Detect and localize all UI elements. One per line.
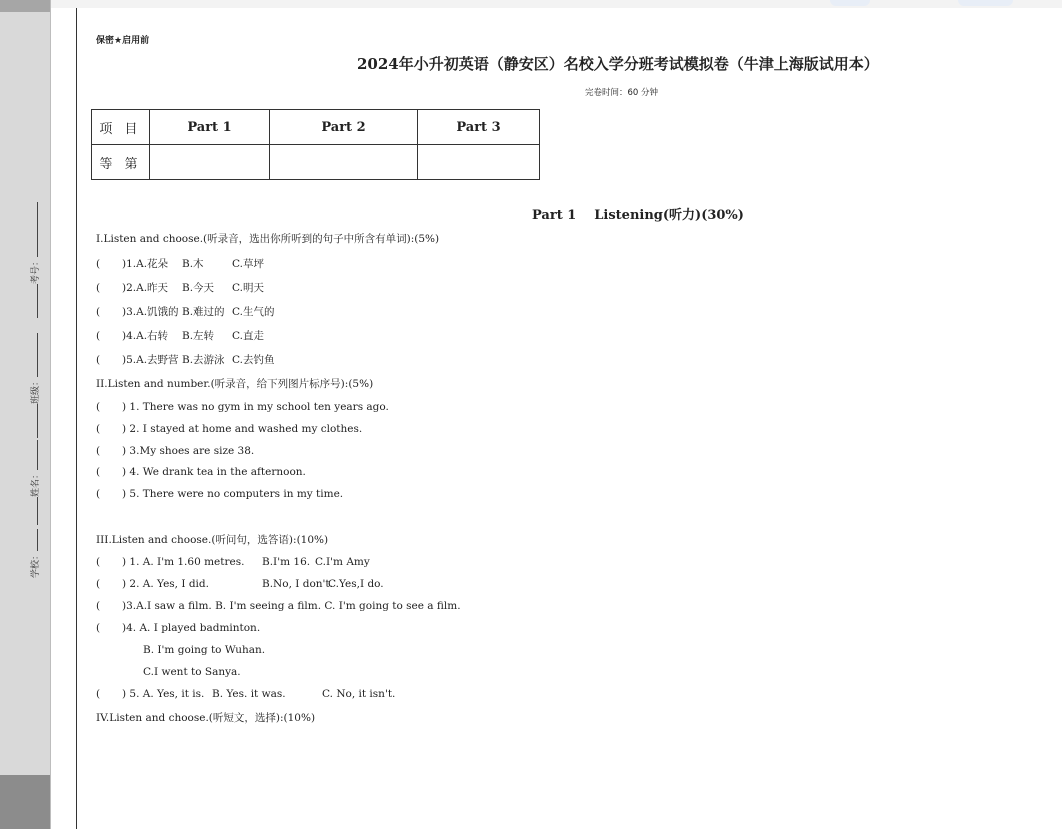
answer-bracket: ( bbox=[96, 330, 101, 342]
grade-cell[interactable] bbox=[150, 145, 270, 180]
list-item bbox=[96, 280, 264, 295]
item-text: ) 5. There were no computers in my time. bbox=[122, 488, 344, 500]
option-c: C.直走 bbox=[232, 330, 264, 342]
option-c: C.明天 bbox=[232, 282, 264, 294]
list-item bbox=[96, 401, 389, 413]
answer-bracket: ( bbox=[96, 354, 101, 366]
gutter-cap-bottom bbox=[0, 775, 50, 829]
option-c: C.生气的 bbox=[232, 306, 275, 318]
exam-time: 完卷时间：60 分钟 bbox=[585, 88, 659, 98]
underline bbox=[29, 202, 38, 257]
option-c: C.Yes,I do. bbox=[328, 578, 384, 590]
list-item bbox=[96, 600, 461, 612]
school-label: 学校： bbox=[31, 550, 41, 578]
binding-school bbox=[28, 529, 41, 578]
list-item bbox=[96, 466, 306, 478]
answer-bracket: ( bbox=[96, 401, 101, 413]
list-item bbox=[96, 688, 395, 700]
part1-heading bbox=[532, 204, 744, 223]
answer-bracket: ( bbox=[96, 688, 101, 700]
answer-bracket: ( bbox=[96, 578, 101, 590]
option-a: )4.A.右转 bbox=[122, 330, 169, 342]
class-label: 班级： bbox=[31, 376, 41, 404]
option-b: B.木 bbox=[182, 258, 204, 270]
list-item bbox=[96, 304, 275, 319]
underline bbox=[29, 529, 38, 551]
option-b: B.I'm 16. bbox=[262, 556, 311, 568]
underline bbox=[29, 404, 38, 438]
option-c: C.I'm Amy bbox=[315, 556, 370, 568]
item-text: )3.A.I saw a film. B. I'm seeing a film. C. I'm going to see a film. bbox=[122, 600, 461, 612]
table-cell: 项 目 bbox=[92, 110, 150, 145]
option-a: )2.A.昨天 bbox=[122, 282, 169, 294]
answer-bracket: ( bbox=[96, 306, 101, 318]
binding-name bbox=[28, 440, 41, 525]
section-4-title: IV.Listen and choose.(听短文，选择):(10%) bbox=[96, 712, 316, 724]
answer-bracket: ( bbox=[96, 488, 101, 500]
option-c: C.草坪 bbox=[232, 258, 264, 270]
list-item bbox=[96, 488, 343, 500]
option-a: ) 5. A. Yes, it is. bbox=[122, 688, 205, 700]
list-item bbox=[96, 256, 264, 271]
answer-bracket: ( bbox=[96, 466, 101, 478]
table-cell: Part 1 bbox=[150, 110, 270, 145]
grade-cell[interactable] bbox=[270, 145, 418, 180]
table-cell: 等 第 bbox=[92, 145, 150, 180]
answer-bracket: ( bbox=[96, 423, 101, 435]
item-text: ) 2. I stayed at home and washed my clothes. bbox=[122, 423, 363, 435]
exam-no-label: 考号： bbox=[31, 256, 41, 284]
list-item bbox=[96, 423, 362, 435]
table-row bbox=[92, 110, 540, 145]
answer-bracket: ( bbox=[96, 556, 101, 568]
option-a: )5.A.去野营 bbox=[122, 354, 179, 366]
list-item bbox=[96, 622, 260, 634]
list-item bbox=[96, 352, 275, 367]
secret-mark: 保密★启用前 bbox=[96, 36, 150, 46]
option-b: B.今天 bbox=[182, 282, 215, 294]
item-text: ) 4. We drank tea in the afternoon. bbox=[122, 466, 306, 478]
underline bbox=[29, 440, 38, 470]
page-title: 2024年小升初英语（静安区）名校入学分班考试模拟卷（牛津上海版试用本） bbox=[357, 55, 879, 73]
option-b: B.难过的 bbox=[182, 306, 225, 318]
score-table bbox=[91, 109, 540, 180]
item-text: ) 1. There was no gym in my school ten years ago. bbox=[122, 401, 389, 413]
table-cell: Part 3 bbox=[418, 110, 540, 145]
part1-subtitle: Listening(听力)(30%) bbox=[594, 208, 744, 223]
binding-exam-no bbox=[28, 202, 41, 318]
table-row bbox=[92, 145, 540, 180]
answer-bracket: ( bbox=[96, 258, 101, 270]
option-b: B.No, I don't. bbox=[262, 578, 333, 590]
list-item bbox=[96, 556, 370, 568]
option-c: C.I went to Sanya. bbox=[143, 666, 241, 678]
underline bbox=[29, 333, 38, 377]
binding-class bbox=[28, 333, 41, 438]
page-rule bbox=[76, 8, 77, 829]
option-b: B. Yes. it was. bbox=[212, 688, 286, 700]
option-a: ) 2. A. Yes, I did. bbox=[122, 578, 209, 590]
part1-title: Part 1 bbox=[532, 208, 577, 223]
list-item bbox=[96, 578, 384, 590]
underline bbox=[29, 284, 38, 318]
section-3-title: III.Listen and choose.(听问句，选答语):(10%) bbox=[96, 534, 329, 546]
answer-bracket: ( bbox=[96, 282, 101, 294]
table-cell: Part 2 bbox=[270, 110, 418, 145]
tab-blob bbox=[830, 0, 870, 6]
answer-bracket: ( bbox=[96, 600, 101, 612]
gutter-cap-top bbox=[0, 0, 50, 12]
option-c: C. No, it isn't. bbox=[322, 688, 396, 700]
binding-gutter bbox=[0, 0, 51, 829]
answer-bracket: ( bbox=[96, 622, 101, 634]
name-label: 姓名： bbox=[31, 469, 41, 497]
item-text: ) 3.My shoes are size 38. bbox=[122, 445, 255, 457]
option-a: )4. A. I played badminton. bbox=[122, 622, 261, 634]
top-shade bbox=[50, 0, 1062, 8]
option-a: )1.A.花朵 bbox=[122, 258, 169, 270]
grade-cell[interactable] bbox=[418, 145, 540, 180]
option-a: ) 1. A. I'm 1.60 metres. bbox=[122, 556, 245, 568]
option-b: B. I'm going to Wuhan. bbox=[143, 644, 266, 656]
tab-blob bbox=[958, 0, 1013, 6]
option-c: C.去钓鱼 bbox=[232, 354, 275, 366]
answer-bracket: ( bbox=[96, 445, 101, 457]
list-item bbox=[96, 445, 254, 457]
underline bbox=[29, 497, 38, 525]
option-a: )3.A.饥饿的 bbox=[122, 306, 179, 318]
list-item bbox=[96, 328, 264, 343]
option-b: B.左转 bbox=[182, 330, 215, 342]
section-2-title: II.Listen and number.(听录音，给下列图片标序号):(5%) bbox=[96, 378, 374, 390]
section-1-title: I.Listen and choose.(听录音，选出你所听到的句子中所含有单词):(5%) bbox=[96, 233, 440, 245]
option-b: B.去游泳 bbox=[182, 354, 225, 366]
